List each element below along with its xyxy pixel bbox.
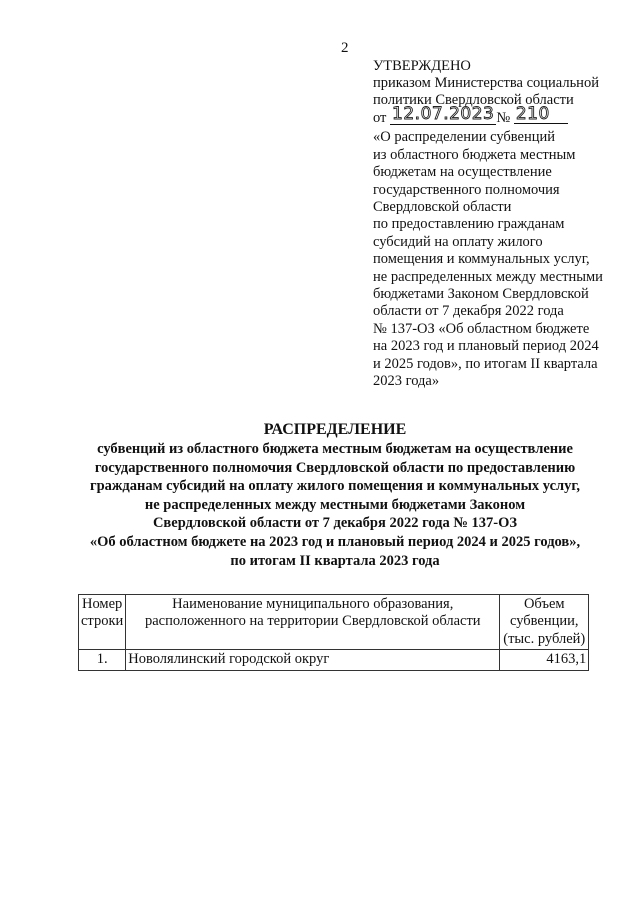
decree-line: области от 7 декабря 2022 года [373,303,564,320]
heading-line: Свердловской области от 7 декабря 2022 года № 137-ОЗ [152,515,518,532]
approval-line: УТВЕРЖДЕНО [373,58,471,74]
table-header-row [79,595,589,650]
approval-block [373,58,623,390]
distribution-table [78,594,589,671]
decree-line: Свердловской области [373,198,512,215]
heading-line: субвенций из областного бюджета местным бюджетам на осуществление [97,441,573,457]
cell-row-number: 1. [79,650,126,670]
decree-line: не распределенных между местными [373,268,603,285]
approval-line: приказом Министерства социальной [373,75,599,92]
header-text: строки [81,613,124,630]
page-number: 2 [341,40,349,56]
decree-line: по предоставлению гражданам [373,216,565,233]
header-municipality [126,595,500,650]
heading-line: не распределенных между местными бюджетами Законом [144,496,526,513]
cell-amount: 4163,1 [500,650,589,670]
heading-line: гражданам субсидий на оплату жилого помещения и коммунальных услуг, [89,478,581,495]
decree-line: 2023 года» [373,372,440,389]
decree-line: субсидий на оплату жилого [373,233,543,250]
approval-date-line [373,104,623,127]
heading-line: по итогам II квартала 2023 года [230,552,440,569]
decree-line: «О распределении субвенций [373,129,556,146]
decree-line: бюджетам на осуществление [373,164,552,181]
header-row-number [79,595,126,650]
header-text: Номер [81,596,123,612]
heading-line: «Об областном бюджете на 2023 год и плановый период 2024 и 2025 годов», [89,533,581,550]
approval-line: политики Свердловской области [373,92,574,109]
cell-municipality: Новолялинский городской округ [126,650,500,670]
decree-line: на 2023 год и плановый период 2024 [373,338,599,355]
header-text: расположенного на территории Свердловской области [144,613,481,630]
decree-line: № 137-ОЗ «Об областном бюджете [373,320,590,337]
decree-line: и 2025 годов», по итогам II квартала [373,355,598,372]
header-amount [500,595,589,650]
document-heading [60,420,610,570]
number-prefix: № [496,110,511,127]
decree-title [373,129,623,390]
date-prefix: от [373,110,387,127]
handwritten-number: 210 [514,106,568,124]
decree-line: помещения и коммунальных услуг, [373,251,590,268]
handwritten-date: 12.07.2023 [392,104,495,125]
table-row [79,650,589,670]
heading-line: государственного полномочия Свердловской области по предоставлению [94,459,576,476]
header-text: субвенции, [509,613,579,630]
document-title: РАСПРЕДЕЛЕНИЕ [263,421,407,438]
header-text: Объем [523,596,565,612]
decree-line: бюджетами Законом Свердловской [373,285,589,302]
header-text: (тыс. рублей) [503,630,586,647]
decree-line: из областного бюджета местным [373,146,576,163]
header-text: Наименование муниципального образования, [172,596,454,612]
decree-line: государственного полномочия [373,181,560,198]
